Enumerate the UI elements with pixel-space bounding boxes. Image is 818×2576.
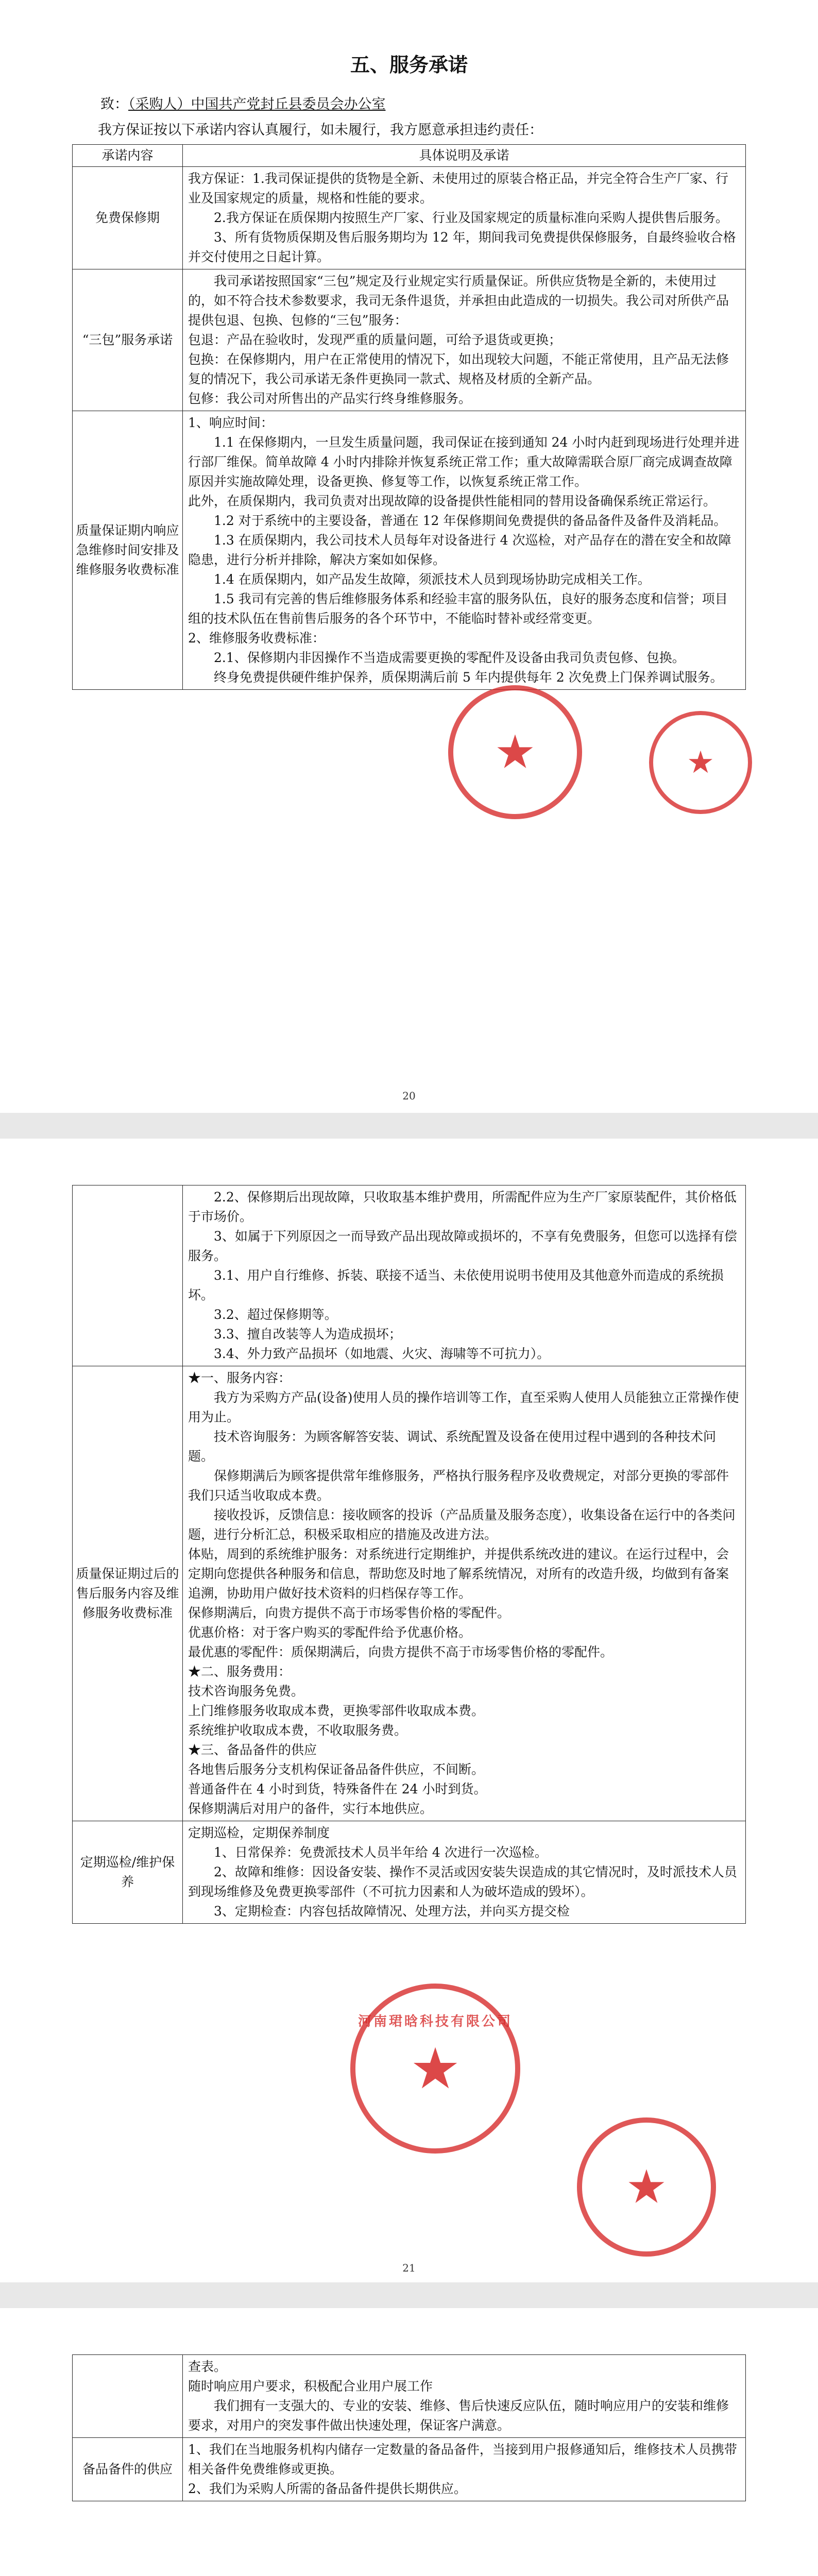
line: 我司承诺按照国家“三包”规定及行业规定实行质量保证。所供应货物是全新的，未使用过的，如不符合技术参数要求，我司无条件退货，并承担由此造成的一切损失。我公司对所供产品提供包退、包换、包修的“三包”服务： — [188, 274, 729, 328]
line: 2、我们为采购人所需的备品备件提供长期供应。 — [188, 2481, 467, 2496]
commitment-table-page-2 — [72, 1185, 746, 1924]
line: 1.2 对于系统中的主要设备，普通在 12 年保修期间免费提供的备品备件及备件及消耗品。 — [214, 513, 727, 528]
row-content — [183, 1185, 746, 1366]
line: 1.1 在保修期内，一旦发生质量问题，我司保证在接到通知 24 小时内赶到现场进行处理并进行部厂维保。简单故障 4 小时内排除并恢复系统正常工作；重大故障需联合原厂商完成调查故障原因并实施故障处理，设备更换、修复等工作，以恢复系统正常工作。 — [188, 435, 740, 489]
line: 3、如属于下列原因之一而导致产品出现故障或损坏的，不享有免费服务，但您可以选择有偿服务。 — [188, 1229, 737, 1263]
recipient-prefix: 致： — [100, 96, 128, 112]
company-seal: ★ — [448, 685, 582, 819]
row-content — [183, 2438, 746, 2501]
row-label-empty — [73, 1185, 183, 1366]
commitment-table-page-3 — [72, 2354, 746, 2501]
line: 技术咨询服务：为顾客解答安装、调试、系统配置及设备在使用过程中遇到的各种技术问题。 — [188, 1429, 717, 1464]
line: 终身免费提供硬件维护保养，质保期满后前 5 年内提供每年 2 次免费上门保养调试服务。 — [214, 670, 723, 685]
page-number: 20 — [402, 1090, 416, 1102]
line: 2.1、保修期内非因操作不当造成需要更换的零配件及设备由我司负责包修、包换。 — [214, 650, 685, 665]
line: 随时响应用户要求，积极配合业用户展工作 — [188, 2379, 433, 2394]
row-content — [183, 2355, 746, 2438]
line: 保修期满后对用户的备件，实行本地供应。 — [188, 1801, 433, 1816]
line: 系统维护收取成本费，不收取服务费。 — [188, 1723, 407, 1738]
document-page-3 — [0, 2308, 818, 2576]
line: 我方为采购方产品(设备)使用人员的操作培训等工作，直至采购人使用人员能独立正常操作使用为止。 — [188, 1390, 739, 1425]
line: 包退：产品在验收时，发现严重的质量问题，可给予退货或更换； — [188, 332, 562, 347]
row-label: 免费保修期 — [73, 167, 183, 269]
line: 包修：我公司对所售出的产品实行终身维修服务。 — [188, 391, 472, 406]
line: 保修期满后，向贵方提供不高于市场零售价格的零配件。 — [188, 1605, 510, 1620]
row-post-warranty — [73, 1366, 746, 1821]
row-label: 质量保证期内响应急维修时间安排及维修服务收费标准 — [73, 411, 183, 690]
line: 3.3、擅自改装等人为造成损坏； — [214, 1327, 402, 1342]
line: 我方保证：1.我司保证提供的货物是全新、未使用过的原装合格正品，并完全符合生产厂家、行业及国家规定的质量，规格和性能的要求。 — [188, 171, 728, 206]
row-content — [183, 167, 746, 269]
line: 3、所有货物质保期及售后服务期均为 12 年，期间我司免费提供保修服务，自最终验收合格并交付使用之日起计算。 — [188, 230, 736, 264]
row-label-empty — [73, 2355, 183, 2438]
line: 2、故障和维修：因设备安装、操作不灵活或因安装失误造成的其它情况时，及时派技术人员到现场维修及免费更换零部件（不可抗力因素和人为破坏造成的毁坏）。 — [188, 1865, 737, 1899]
line: 3.1、用户自行维修、拆装、联接不适当、未依使用说明书使用及其他意外而造成的系统损坏。 — [188, 1268, 724, 1302]
line: 1、我们在当地服务机构内储存一定数量的备品备件，当接到用户报修通知后，维修技术人员携带相关备件免费维修或更换。 — [188, 2442, 737, 2477]
commitment-table-page-1 — [72, 144, 746, 690]
header-commitment: 承诺内容 — [73, 145, 183, 167]
line: 接收投诉，反馈信息：接收顾客的投诉（产品质量及服务态度），收集设备在运行中的各类问题，进行分析汇总，积极采取相应的措施及改进方法。 — [188, 1507, 736, 1542]
company-seal: ★ — [649, 711, 752, 814]
line: 体贴，周到的系统维护服务：对系统进行定期维护，并提供系统改进的建议。在运行过程中，会定期向您提供各种服务和信息，帮助您及时地了解系统情况，对所有的改造升级，均做到有备案追溯，协助用户做好技术资料的归档保存等工作。 — [188, 1547, 729, 1601]
intro-text: 我方保证按以下承诺内容认真履行，如未履行，我方愿意承担违约责任： — [98, 122, 543, 138]
line: 2.2、保修期后出现故障，只收取基本维护费用，所需配件应为生产厂家原装配件，其价格低于市场价。 — [188, 1190, 737, 1224]
line: ★一、服务内容： — [188, 1370, 292, 1385]
line: ★三、备品备件的供应 — [188, 1742, 317, 1757]
recipient-name: （采购人）中国共产党封丘县委员会办公室 — [128, 96, 386, 112]
company-seal: 河南珺晗科技有限公司 ★ — [350, 1984, 520, 2154]
line: 最优惠的零配件：质保期满后，向贵方提供不高于市场零售价格的零配件。 — [188, 1645, 614, 1659]
document-page-2 — [0, 1139, 818, 2282]
section-title: 五、服务承诺 — [350, 54, 468, 76]
line: 3、定期检查：内容包括故障情况、处理方法，并向买方提交检 — [214, 1904, 570, 1919]
line: 1.3 在质保期内，我公司技术人员每年对设备进行 4 次巡检，对产品存在的潜在安全和故障隐患，进行分析并排除，解决方案如如保修。 — [188, 533, 731, 567]
line: ★二、服务费用： — [188, 1664, 292, 1679]
line: 1、日常保养：免费派技术人员半年给 4 次进行一次巡检。 — [214, 1845, 548, 1860]
row-content — [183, 411, 746, 690]
row-in-warranty-repair — [73, 411, 746, 690]
line: 包换：在保修期内，用户在正常使用的情况下，如出现较大问题，不能正常使用，且产品无法修复的情况下，我公司承诺无条件更换同一款式、规格及材质的全新产品。 — [188, 352, 729, 386]
line: 3.4、外力致产品损坏（如地震、火灾、海啸等不可抗力）。 — [214, 1346, 550, 1361]
line: 技术咨询服务免费。 — [188, 1684, 304, 1699]
row-regular-inspection — [73, 1821, 746, 1924]
row-spare-parts — [73, 2438, 746, 2501]
row-regular-inspection-cont — [73, 2355, 746, 2438]
document-page-1 — [0, 0, 818, 1113]
row-label: 备品备件的供应 — [73, 2438, 183, 2501]
line: 1、响应时间： — [188, 415, 274, 430]
line: 我们拥有一支强大的、专业的安装、维修、售后快速反应队伍，随时响应用户的安装和维修要求，对用户的突发事件做出快速处理，保证客户满意。 — [188, 2398, 729, 2433]
row-label: “三包”服务承诺 — [73, 269, 183, 411]
row-content — [183, 269, 746, 411]
line: 优惠价格：对于客户购买的零配件给予优惠价格。 — [188, 1625, 472, 1640]
recipient-line — [100, 93, 386, 113]
line: 1.5 我司有完善的售后维修服务体系和经验丰富的服务队伍，良好的服务态度和信誉；项目组的技术队伍在售前售后服务的各个环节中，不能临时替补或经常变更。 — [188, 591, 728, 626]
row-label: 质量保证期过后的售后服务内容及维修服务收费标准 — [73, 1366, 183, 1821]
seal-text: 河南珺晗科技有限公司 — [357, 2014, 513, 2030]
line: 定期巡检，定期保养制度 — [188, 1825, 330, 1840]
row-label: 定期巡检/维护保养 — [73, 1821, 183, 1924]
line: 普通备件在 4 小时到货，特殊备件在 24 小时到货。 — [188, 1782, 487, 1797]
line: 3.2、超过保修期等。 — [214, 1307, 337, 1322]
line: 1.4 在质保期内，如产品发生故障，须派技术人员到现场协助完成相关工作。 — [214, 572, 651, 587]
table-header-row — [73, 145, 746, 167]
company-seal: ★ — [577, 2117, 716, 2257]
row-free-warranty — [73, 167, 746, 269]
line: 此外，在质保期内，我司负责对出现故障的设备提供性能相同的替用设备确保系统正常运行。 — [188, 494, 717, 509]
line: 上门维修服务收取成本费，更换零部件收取成本费。 — [188, 1703, 485, 1718]
row-three-guarantee — [73, 269, 746, 411]
row-in-warranty-repair-cont — [73, 1185, 746, 1366]
header-details: 具体说明及承诺 — [183, 145, 746, 167]
line: 查表。 — [188, 2359, 227, 2374]
line: 各地售后服务分支机构保证备品备件供应，不间断。 — [188, 1762, 485, 1777]
row-content — [183, 1821, 746, 1924]
page-number: 21 — [402, 2262, 416, 2274]
line: 2、维修服务收费标准： — [188, 631, 325, 646]
line: 保修期满后为顾客提供常年维修服务，严格执行服务程序及收费规定，对部分更换的零部件我们只适当收取成本费。 — [188, 1468, 729, 1503]
line: 2.我方保证在质保期内按照生产厂家、行业及国家规定的质量标准向采购人提供售后服务。 — [214, 210, 728, 225]
row-content — [183, 1366, 746, 1821]
